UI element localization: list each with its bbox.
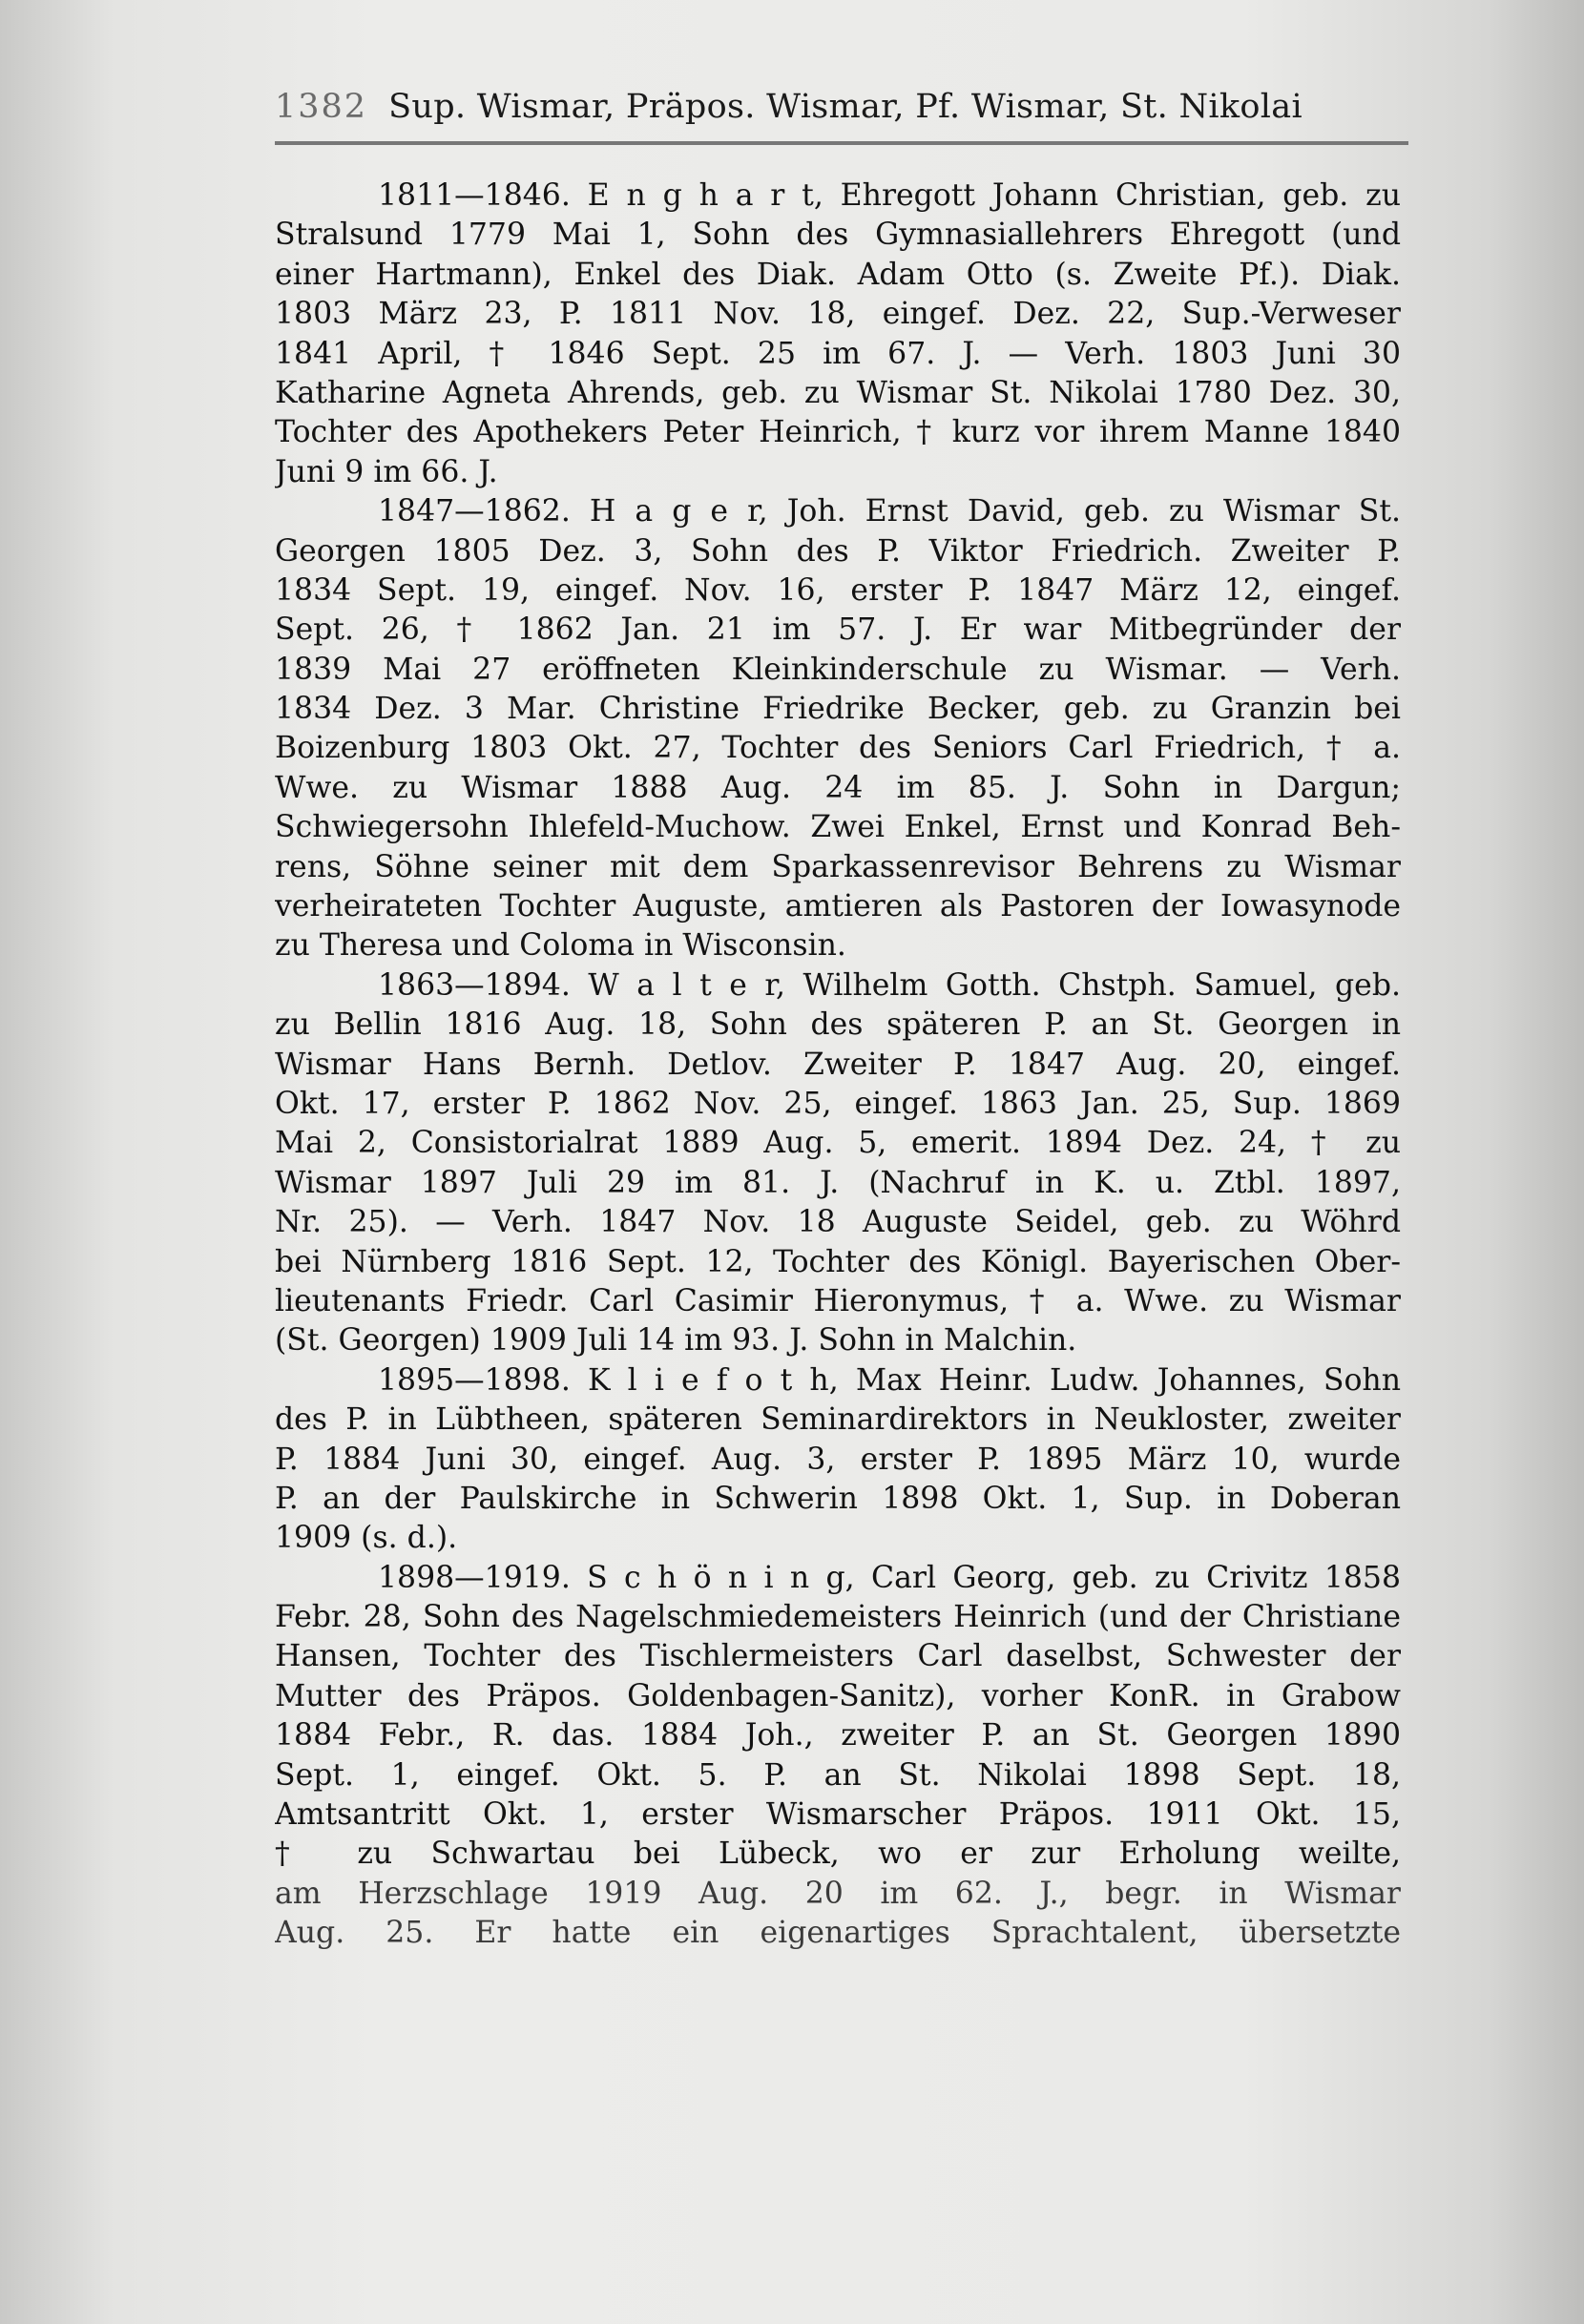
text-line: Mutter des Präpos. Goldenbagen-Sanitz), vorher KonR. in Grabow	[275, 1678, 1401, 1713]
text-line: 1803 März 23, P. 1811 Nov. 18, eingef. Dez. 22, Sup.-Verweser	[275, 297, 1401, 332]
body-text	[275, 176, 1401, 1954]
text-line: Wismar 1897 Juli 29 im 81. J. (Nachruf in K. u. Ztbl. 1897,	[275, 1165, 1401, 1200]
text-line: 1895—1898. K l i e f o t h, Max Heinr. Ludw. Johannes, Sohn	[378, 1362, 1401, 1398]
text-line: 1834 Sept. 19, eingef. Nov. 16, erster P. 1847 März 12, eingef.	[275, 572, 1401, 608]
text-line: 1811—1846. E n g h a r t, Ehregott Johann Christian, geb. zu	[378, 178, 1401, 213]
text-line: Okt. 17, erster P. 1862 Nov. 25, eingef. 1863 Jan. 25, Sup. 1869	[275, 1086, 1401, 1121]
text-line: zu Bellin 1816 Aug. 18, Sohn des späteren P. an St. Georgen in	[275, 1007, 1401, 1043]
page-number: 1382	[275, 88, 368, 126]
text-line: 1841 April, † 1846 Sept. 25 im 67. J. — Verh. 1803 Juni 30	[275, 336, 1401, 371]
text-line: Schwiegersohn Ihlefeld-Muchow. Zwei Enkel, Ernst und Konrad Beh-	[275, 810, 1401, 845]
text-line: † zu Schwartau bei Lübeck, wo er zur Erholung weilte,	[275, 1836, 1401, 1872]
text-line: Aug. 25. Er hatte ein eigenartiges Sprachtalent, übersetzte	[275, 1916, 1401, 1951]
text-line: 1898—1919. S c h ö n i n g, Carl Georg, geb. zu Crivitz 1858	[378, 1560, 1401, 1595]
text-line: P. an der Paulskirche in Schwerin 1898 Okt. 1, Sup. in Doberan	[275, 1481, 1401, 1516]
text-line: bei Nürnberg 1816 Sept. 12, Tochter des Königl. Bayerischen Ober-	[275, 1244, 1401, 1279]
text-line: (St. Georgen) 1909 Juli 14 im 93. J. Sohn in Malchin.	[275, 1323, 1077, 1359]
text-line: Amtsantritt Okt. 1, erster Wismarscher Präpos. 1911 Okt. 15,	[275, 1797, 1401, 1833]
text-line: einer Hartmann), Enkel des Diak. Adam Otto (s. Zweite Pf.). Diak.	[275, 257, 1401, 292]
text-line: 1834 Dez. 3 Mar. Christine Friedrike Becker, geb. zu Granzin bei	[275, 692, 1401, 727]
running-header	[275, 88, 1408, 145]
text-line: lieutenants Friedr. Carl Casimir Hieronymus, † a. Wwe. zu Wismar	[275, 1283, 1401, 1318]
text-line: zu Theresa und Coloma in Wisconsin.	[275, 928, 846, 964]
entry-kliefoth	[275, 1361, 1401, 1559]
entry-schoening	[275, 1559, 1401, 1954]
text-line: Mai 2, Consistorialrat 1889 Aug. 5, emerit. 1894 Dez. 24, † zu	[275, 1126, 1401, 1161]
text-line: Tochter des Apothekers Peter Heinrich, † kurz vor ihrem Manne 1840	[275, 415, 1401, 450]
text-line: 1839 Mai 27 eröffneten Kleinkinderschule zu Wismar. — Verh.	[275, 652, 1401, 687]
text-line: 1863—1894. W a l t e r, Wilhelm Gotth. Chstph. Samuel, geb.	[378, 967, 1401, 1003]
text-line: Nr. 25). — Verh. 1847 Nov. 18 Auguste Seidel, geb. zu Wöhrd	[275, 1205, 1401, 1240]
text-line: verheirateten Tochter Auguste, amtieren als Pastoren der Iowasynode	[275, 889, 1401, 924]
text-line: P. 1884 Juni 30, eingef. Aug. 3, erster P. 1895 März 10, wurde	[275, 1442, 1401, 1477]
entry-walter	[275, 966, 1401, 1361]
text-line: Stralsund 1779 Mai 1, Sohn des Gymnasiallehrers Ehregott (und	[275, 218, 1401, 253]
running-title: Sup. Wismar, Präpos. Wismar, Pf. Wismar, St. Nikolai	[388, 88, 1303, 126]
text-line: des P. in Lübtheen, späteren Seminardirektors in Neukloster, zweiter	[275, 1402, 1401, 1438]
text-line: Sept. 1, eingef. Okt. 5. P. an St. Nikolai 1898 Sept. 18,	[275, 1757, 1401, 1793]
text-line: Sept. 26, † 1862 Jan. 21 im 57. J. Er war Mitbegründer der	[275, 612, 1401, 648]
text-line: Boizenburg 1803 Okt. 27, Tochter des Seniors Carl Friedrich, † a.	[275, 731, 1401, 766]
text-line: 1909 (s. d.).	[275, 1521, 458, 1556]
entry-hager	[275, 492, 1401, 966]
text-line: Wismar Hans Bernh. Detlov. Zweiter P. 1847 Aug. 20, eingef.	[275, 1047, 1401, 1082]
entry-enghart	[275, 176, 1401, 492]
text-line: Hansen, Tochter des Tischlermeisters Carl daselbst, Schwester der	[275, 1639, 1401, 1674]
text-line: Katharine Agneta Ahrends, geb. zu Wismar St. Nikolai 1780 Dez. 30,	[275, 375, 1401, 410]
header-rule	[275, 141, 1408, 145]
text-line: Juni 9 im 66. J.	[275, 454, 498, 489]
text-line: 1884 Febr., R. das. 1884 Joh., zweiter P. an St. Georgen 1890	[275, 1718, 1401, 1753]
text-line: am Herzschlage 1919 Aug. 20 im 62. J., begr. in Wismar	[275, 1876, 1401, 1911]
text-line: Georgen 1805 Dez. 3, Sohn des P. Viktor Friedrich. Zweiter P.	[275, 533, 1401, 569]
text-line: rens, Söhne seiner mit dem Sparkassenrevisor Behrens zu Wismar	[275, 849, 1401, 884]
text-line: Wwe. zu Wismar 1888 Aug. 24 im 85. J. Sohn in Dargun;	[275, 770, 1401, 805]
text-line: 1847—1862. H a g e r, Joh. Ernst David, geb. zu Wismar St.	[378, 494, 1401, 529]
text-line: Febr. 28, Sohn des Nagelschmiedemeisters Heinrich (und der Christiane	[275, 1600, 1401, 1635]
